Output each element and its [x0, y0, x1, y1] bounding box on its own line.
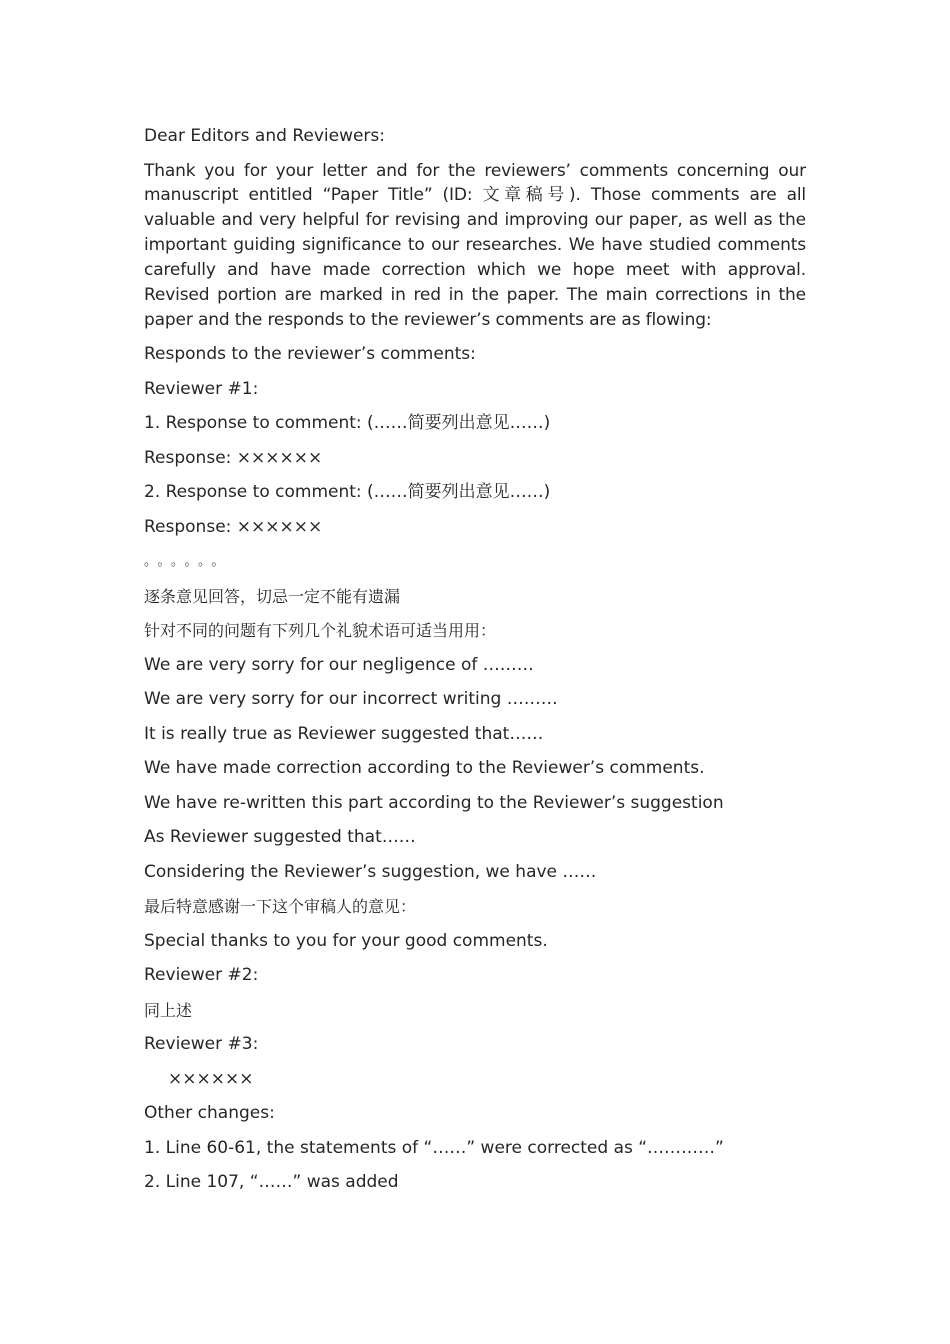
phrase-item: We are very sorry for our incorrect writing ………	[144, 689, 558, 710]
reviewer1-comment-2: 2. Response to comment: (……简要列出意见……)	[144, 482, 551, 503]
phrase-item: We are very sorry for our negligence of ………	[144, 654, 534, 675]
note-polite-terms: 针对不同的问题有下列几个礼貌术语可适当用用：	[144, 621, 497, 641]
salutation: Dear Editors and Reviewers:	[144, 126, 386, 146]
other-change-item: 2. Line 107, “……” was added	[144, 1172, 399, 1193]
phrase-item: Considering the Reviewer’s suggestion, we have ……	[144, 861, 597, 882]
phrase-item: We have made correction according to the Reviewer’s comments.	[144, 758, 705, 779]
responds-heading: Responds to the reviewer’s comments:	[144, 344, 476, 365]
note-each-comment: 逐条意见回答，切忌一定不能有遗漏	[144, 586, 401, 606]
reviewer1-comment-1: 1. Response to comment: (……简要列出意见……)	[144, 413, 551, 434]
ellipsis-marks: 。。。。。。	[144, 554, 232, 570]
other-change-item: 1. Line 60-61, the statements of “……” were corrected as “…………”	[144, 1137, 724, 1158]
letter-body	[144, 124, 806, 1205]
other-changes-heading: Other changes:	[144, 1103, 275, 1124]
reviewer1-heading: Reviewer #1:	[144, 378, 259, 399]
phrase-item: We have re-written this part according to the Reviewer’s suggestion	[144, 792, 724, 813]
reviewer1-response-2: Response: ××××××	[144, 516, 323, 537]
thanks-line: Special thanks to you for your good comments.	[144, 930, 548, 951]
phrase-item: As Reviewer suggested that……	[144, 827, 416, 848]
intro-paragraph: Thank you for your letter and for the reviewers’ comments concerning our manuscript entitled “Paper Title” (ID: 文章稿号). Those comments are all valuable and very helpful for revising and improving our paper, as well as the important guiding significance to our researches. We have studied comments carefully and have made correction which we hope meet with approval. Revised portion are marked in red in the paper. The main corrections in the paper and the responds to the reviewer’s comments are as flowing:	[144, 160, 806, 330]
reviewer2-heading: Reviewer #2:	[144, 965, 259, 986]
phrase-item: It is really true as Reviewer suggested that……	[144, 723, 544, 744]
note-thanks: 最后特意感谢一下这个审稿人的意见：	[144, 897, 417, 917]
reviewer3-body: ××××××	[168, 1068, 254, 1089]
reviewer1-response-1: Response: ××××××	[144, 447, 323, 468]
reviewer2-body: 同上述	[144, 1000, 193, 1020]
reviewer3-heading: Reviewer #3:	[144, 1034, 259, 1055]
